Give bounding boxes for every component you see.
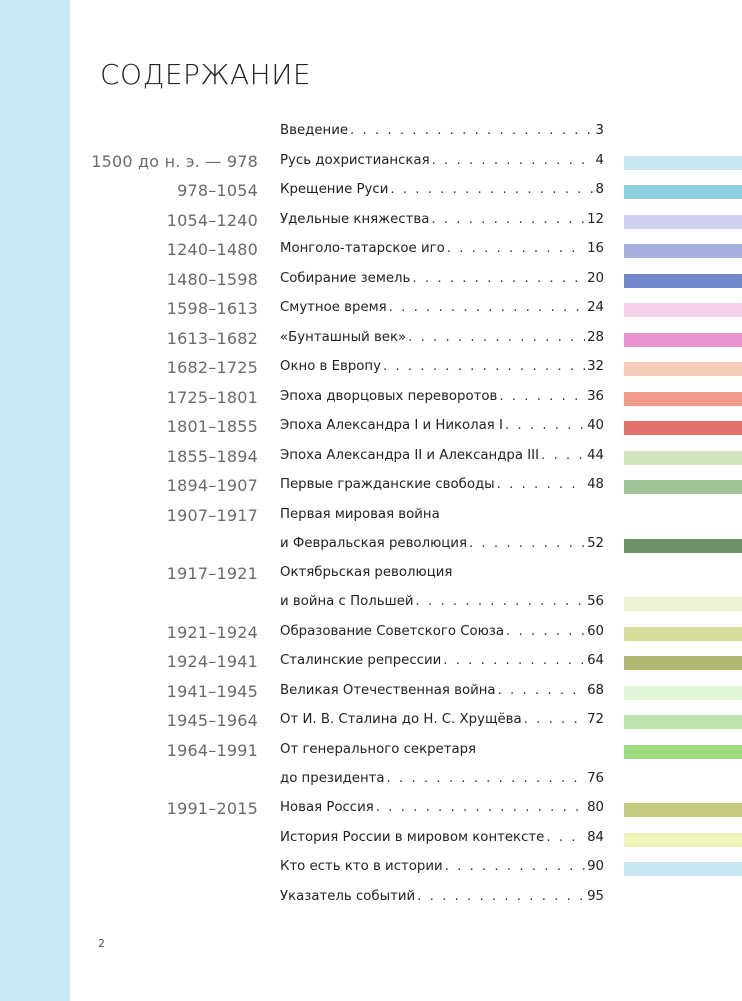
toc-entry-label: Русь дохристианская [280, 152, 430, 168]
toc-row [0, 235, 742, 265]
toc-period: 1924–1941 [166, 652, 258, 671]
toc-entry-label: Октябрьская революция [280, 565, 453, 580]
toc-row [0, 324, 742, 354]
toc-entry-label: Монголо-татарское иго [280, 241, 445, 256]
toc-period: 1921–1924 [166, 622, 258, 642]
toc-entry-label: Эпоха Александра II и Александра III [280, 447, 539, 463]
toc-entry-label: Первая мировая война [280, 506, 440, 522]
toc-period: 1855–1894 [166, 446, 258, 466]
toc-entry-link[interactable] [280, 212, 604, 227]
dot-leader [546, 830, 585, 845]
toc-entry-label: до президента [280, 770, 385, 786]
toc-entry-label: Окно в Европу [280, 359, 381, 374]
table-of-contents [0, 117, 742, 912]
toc-period: 1801–1855 [166, 417, 258, 436]
toc-entry-label: Сталинские репрессии [280, 653, 442, 668]
toc-entry-link[interactable] [280, 565, 604, 580]
period-color-swatch [624, 156, 742, 170]
period-color-swatch [624, 392, 742, 406]
period-color-swatch [624, 274, 742, 288]
period-color-swatch [624, 745, 742, 759]
toc-period: 1991–2015 [166, 799, 258, 818]
toc-period: 978–1054 [177, 181, 258, 200]
dot-leader [416, 594, 586, 609]
toc-row [0, 176, 742, 206]
toc-row [0, 677, 742, 707]
toc-row [0, 765, 742, 795]
period-color-swatch [624, 303, 742, 317]
toc-row [0, 530, 742, 560]
period-color-swatch [624, 862, 742, 876]
toc-page-number: 80 [587, 800, 604, 815]
toc-page-number: 32 [587, 359, 604, 374]
dot-leader [498, 683, 586, 698]
toc-entry-link[interactable] [280, 389, 604, 404]
toc-entry-link[interactable] [280, 241, 604, 256]
toc-page-number: 64 [587, 653, 604, 668]
toc-period: 1894–1907 [166, 476, 258, 495]
toc-page-number: 36 [587, 388, 604, 404]
toc-period: 1500 до н. э. — 978 [91, 151, 258, 171]
period-color-swatch [624, 244, 742, 258]
toc-row [0, 588, 742, 618]
toc-entry-label: От И. В. Сталина до Н. С. Хрущёва [280, 712, 522, 727]
page-number: 2 [98, 937, 105, 950]
toc-entry-link[interactable] [280, 800, 604, 815]
period-color-swatch [624, 686, 742, 700]
toc-page-number: 68 [587, 682, 604, 698]
toc-entry-label: и Февральская революция [280, 535, 467, 551]
period-color-swatch [624, 362, 742, 376]
toc-page-number: 76 [587, 770, 604, 786]
period-color-swatch [624, 627, 742, 641]
toc-entry-label: Новая Россия [280, 800, 374, 815]
toc-page-number: 84 [587, 829, 604, 845]
toc-row [0, 501, 742, 530]
toc-page-number: 72 [587, 712, 604, 727]
toc-row [0, 559, 742, 588]
period-color-swatch [624, 185, 742, 199]
toc-period: 1945–1964 [166, 711, 258, 730]
period-color-swatch [624, 539, 742, 553]
toc-row [0, 294, 742, 324]
toc-page-number: 3 [595, 123, 604, 138]
toc-entry-link[interactable] [280, 742, 604, 757]
period-color-swatch [624, 833, 742, 847]
toc-page-number: 20 [587, 270, 604, 286]
toc-row [0, 706, 742, 736]
toc-entry-label: Крещение Руси [280, 182, 389, 197]
toc-page-number: 40 [587, 418, 604, 433]
toc-entry-link[interactable] [280, 594, 604, 609]
toc-page-number: 60 [587, 623, 604, 639]
toc-row [0, 853, 742, 883]
toc-entry-label: Образование Советского Союза [280, 623, 505, 639]
dot-leader [387, 771, 586, 786]
toc-entry-label: Введение [280, 123, 349, 138]
toc-entry-label: и война с Польшей [280, 594, 414, 609]
toc-row [0, 794, 742, 824]
dot-leader [390, 182, 593, 197]
toc-entry-link[interactable] [280, 448, 604, 463]
period-color-swatch [624, 215, 742, 229]
toc-entry-label: Первые гражданские свободы [280, 477, 495, 492]
period-color-swatch [624, 421, 742, 435]
dot-leader [505, 418, 585, 433]
toc-entry-link[interactable] [280, 536, 604, 551]
toc-entry-link[interactable] [280, 653, 604, 668]
toc-entry-link[interactable] [280, 153, 604, 168]
period-color-swatch [624, 715, 742, 729]
toc-period: 1598–1613 [166, 299, 258, 318]
toc-page-number: 44 [587, 447, 604, 463]
toc-entry-label: История России в мировом контексте [280, 829, 545, 845]
toc-entry-label: Кто есть кто в истории [280, 859, 443, 874]
toc-row [0, 736, 742, 765]
toc-entry-link[interactable] [280, 182, 604, 197]
toc-page-number: 56 [587, 594, 604, 609]
toc-period: 1480–1598 [166, 269, 258, 289]
toc-page-number: 4 [595, 152, 604, 168]
toc-page-number: 28 [587, 329, 604, 345]
toc-period: 1613–1682 [166, 328, 258, 348]
toc-entry-link[interactable] [280, 830, 604, 845]
toc-entry-label: Удельные княжества [280, 211, 430, 227]
toc-page-number: 90 [587, 859, 604, 874]
toc-period: 1964–1991 [166, 740, 258, 760]
toc-entry-link[interactable] [280, 507, 604, 522]
toc-entry-link[interactable] [280, 418, 604, 433]
toc-row [0, 117, 742, 147]
toc-entry-link[interactable] [280, 683, 604, 698]
toc-page-number: 12 [587, 211, 604, 227]
dot-leader [445, 859, 585, 874]
toc-row [0, 647, 742, 677]
toc-entry-link[interactable] [280, 123, 604, 138]
toc-page-number: 8 [595, 182, 604, 197]
dot-leader [432, 153, 594, 168]
dot-leader [376, 800, 585, 815]
toc-row [0, 147, 742, 177]
toc-entry-link[interactable] [280, 271, 604, 286]
toc-period: 1917–1921 [166, 564, 258, 583]
dot-leader [408, 330, 585, 345]
toc-page-number: 52 [587, 535, 604, 551]
period-color-swatch [624, 333, 742, 347]
toc-row [0, 206, 742, 236]
toc-entry-label: От генерального секретаря [280, 741, 477, 757]
toc-period: 1941–1945 [166, 681, 258, 701]
toc-period: 1682–1725 [166, 358, 258, 377]
toc-entry-link[interactable] [280, 477, 604, 492]
period-color-swatch [624, 480, 742, 494]
toc-entry-label: Указатель событий [280, 888, 416, 904]
period-color-swatch [624, 803, 742, 817]
dot-leader [524, 712, 585, 727]
toc-period: 1054–1240 [166, 210, 258, 230]
toc-period: 1240–1480 [166, 240, 258, 259]
toc-entry-link[interactable] [280, 359, 604, 374]
dot-leader [506, 624, 585, 639]
toc-row [0, 442, 742, 472]
toc-row [0, 412, 742, 442]
toc-page-number: 95 [587, 888, 604, 904]
toc-entry-label: Великая Отечественная война [280, 682, 496, 698]
toc-entry-link[interactable] [280, 300, 604, 315]
dot-leader [383, 359, 585, 374]
dot-leader [443, 653, 585, 668]
toc-page-number: 24 [587, 300, 604, 315]
toc-entry-link[interactable] [280, 624, 604, 639]
period-color-swatch [624, 656, 742, 670]
toc-entry-link[interactable] [280, 771, 604, 786]
toc-entry-label: Эпоха Александра I и Николая I [280, 418, 503, 433]
toc-row [0, 353, 742, 383]
toc-page-number: 48 [587, 477, 604, 492]
dot-leader [389, 300, 585, 315]
page-title: СОДЕРЖАНИЕ [100, 58, 312, 91]
dot-leader [541, 448, 585, 463]
dot-leader [497, 477, 585, 492]
dot-leader [350, 123, 594, 138]
toc-entry-label: Смутное время [280, 300, 387, 315]
toc-row [0, 383, 742, 413]
toc-entry-link[interactable] [280, 859, 604, 874]
toc-row [0, 471, 742, 501]
dot-leader [499, 389, 585, 404]
period-color-swatch [624, 597, 742, 611]
toc-row [0, 618, 742, 648]
toc-entry-label: Собирание земель [280, 270, 411, 286]
toc-period: 1907–1917 [166, 505, 258, 525]
dot-leader [469, 536, 585, 551]
toc-entry-link[interactable] [280, 712, 604, 727]
period-color-swatch [624, 451, 742, 465]
toc-entry-label: Эпоха дворцовых переворотов [280, 388, 498, 404]
toc-row [0, 265, 742, 295]
toc-entry-label: «Бунташный век» [280, 329, 407, 345]
toc-page-number: 16 [587, 241, 604, 256]
dot-leader [412, 271, 585, 286]
dot-leader [417, 889, 585, 904]
toc-row [0, 824, 742, 854]
toc-entry-link[interactable] [280, 889, 604, 904]
toc-row [0, 883, 742, 913]
dot-leader [431, 212, 585, 227]
toc-period: 1725–1801 [166, 387, 258, 407]
dot-leader [447, 241, 585, 256]
toc-entry-link[interactable] [280, 330, 604, 345]
